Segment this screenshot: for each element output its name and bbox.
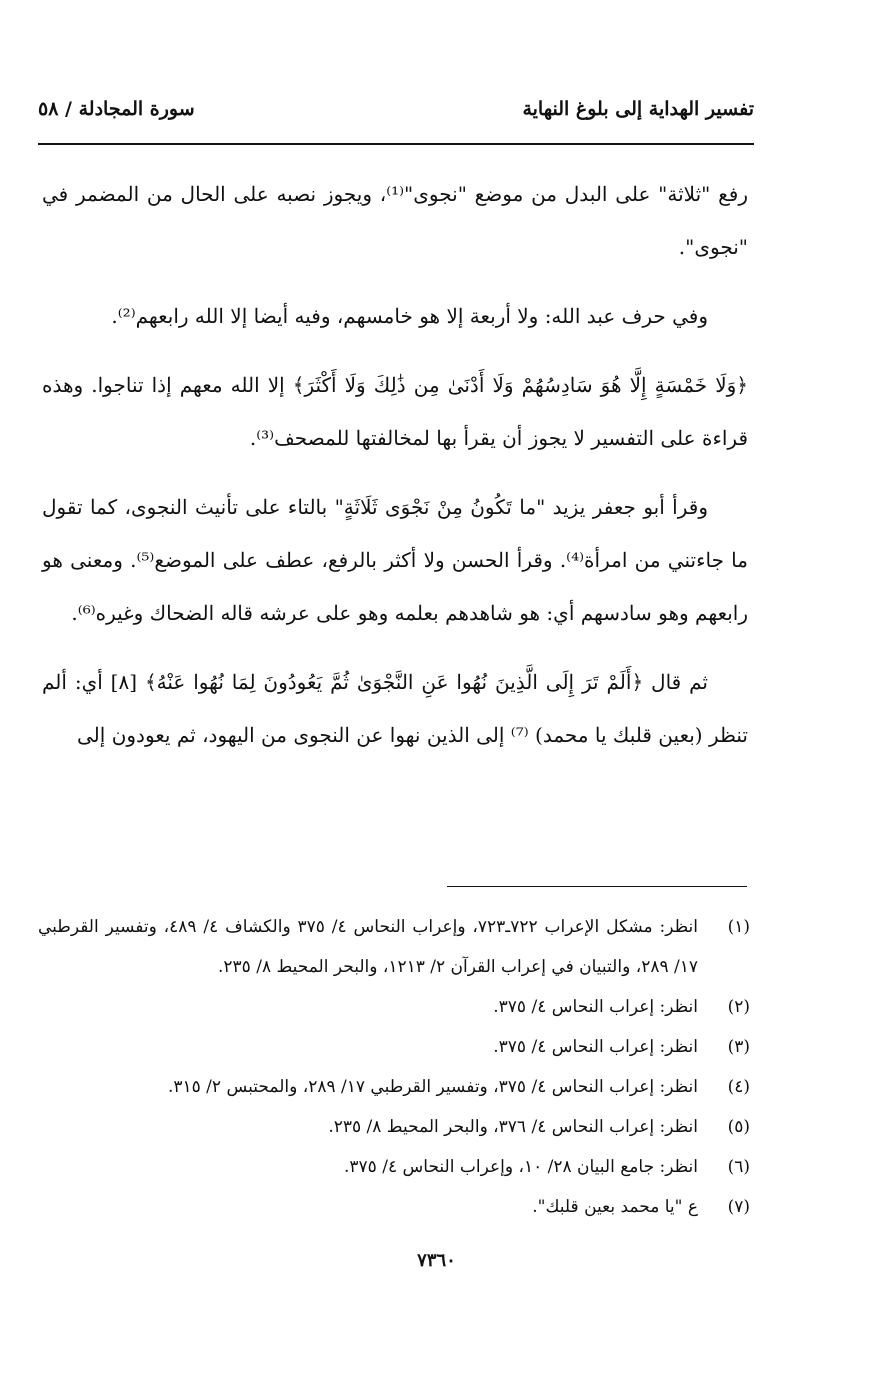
page-number: ٧٣٦٠ — [417, 1250, 456, 1271]
footnotes — [38, 907, 750, 1227]
footnote-text: انظر: إعراب النحاس ٤/ ٣٧٦، والبحر المحيط ٨/ ٢٣٥. — [328, 1117, 698, 1137]
footnote-number: (٧) — [727, 1197, 750, 1217]
paragraph-5: ثم قال ﴿أَلَمْ تَرَ إِلَى الَّذِينَ نُهُوا عَنِ النَّجْوَىٰ ثُمَّ يَعُودُونَ لِمَا نُهُوا عَنْهُ﴾ [٨] أي: ألم تنظر (بعين قلبك يا محمد) ⁽⁷⁾ إلى الذين نهوا عن النجوى من اليهود، ثم يعودون إلى — [42, 670, 748, 747]
surah-label: سورة المجادلة / ٥٨ — [38, 98, 195, 120]
book-title: تفسير الهداية إلى بلوغ النهاية — [522, 98, 754, 120]
footnote-number: (١) — [727, 917, 750, 937]
footnote-divider — [447, 886, 747, 887]
main-text — [42, 168, 748, 778]
footnote-number: (٢) — [727, 997, 750, 1017]
footnote-text: انظر: إعراب النحاس ٤/ ٣٧٥. — [493, 1037, 698, 1057]
footnote-text: ع "يا محمد بعين قلبك". — [532, 1197, 698, 1217]
footnote-item — [38, 1107, 750, 1147]
page-header — [38, 98, 754, 138]
paragraph-2: وفي حرف عبد الله: ولا أربعة إلا هو خامسهم، وفيه أيضا إلا الله رابعهم⁽²⁾. — [111, 304, 708, 328]
footnote-number: (٤) — [727, 1077, 750, 1097]
footnote-item — [38, 1067, 750, 1107]
footnote-item — [38, 907, 750, 987]
footnote-item — [38, 1187, 750, 1227]
footnote-item — [38, 1027, 750, 1067]
footnote-number: (٣) — [727, 1037, 750, 1057]
footnote-number: (٦) — [727, 1157, 750, 1177]
footnote-item — [38, 1147, 750, 1187]
paragraph-3: ﴿وَلَا خَمْسَةٍ إِلَّا هُوَ سَادِسُهُمْ وَلَا أَدْنَىٰ مِن ذَٰلِكَ وَلَا أَكْثَرَ﴾ إلا الله معهم إذا تناجوا. وهذه قراءة على التفسير لا يجوز أن يقرأ بها لمخالفتها للمصحف⁽³⁾. — [42, 373, 748, 450]
footnote-number: (٥) — [727, 1117, 750, 1137]
footnote-text: انظر: إعراب النحاس ٤/ ٣٧٥. — [493, 997, 698, 1017]
footnote-text: انظر: إعراب النحاس ٤/ ٣٧٥، وتفسير القرطبي ١٧/ ٢٨٩، والمحتبس ٢/ ٣١٥. — [167, 1077, 698, 1097]
header-divider — [38, 143, 754, 145]
paragraph-4: وقرأ أبو جعفر يزيد "ما تَكُونُ مِنْ نَجْوَى ثَلَاثَةٍ" بالتاء على تأنيث النجوى، كما تقول ما جاءتني من امرأة⁽⁴⁾. وقرأ الحسن ولا أكثر بالرفع، عطف على الموضع⁽⁵⁾. ومعنى هو رابعهم وهو سادسهم أي: هو شاهدهم بعلمه وهو على عرشه قاله الضحاك وغيره⁽⁶⁾. — [42, 495, 748, 625]
paragraph-1: رفع "ثلاثة" على البدل من موضع "نجوى"⁽¹⁾، ويجوز نصبه على الحال من المضمر في "نجوى". — [42, 182, 748, 259]
footnote-item — [38, 987, 750, 1027]
footnote-text: انظر: مشكل الإعراب ٧٢٢ـ٧٢٣، وإعراب النحاس ٤/ ٣٧٥ والكشاف ٤/ ٤٨٩، وتفسير القرطبي ١٧/ ٢٨٩، والتبيان في إعراب القرآن ٢/ ١٢١٣، والبحر المحيط ٨/ ٢٣٥. — [38, 917, 698, 977]
footnote-text: انظر: جامع البيان ٢٨/ ١٠، وإعراب النحاس ٤/ ٣٧٥. — [344, 1157, 698, 1177]
